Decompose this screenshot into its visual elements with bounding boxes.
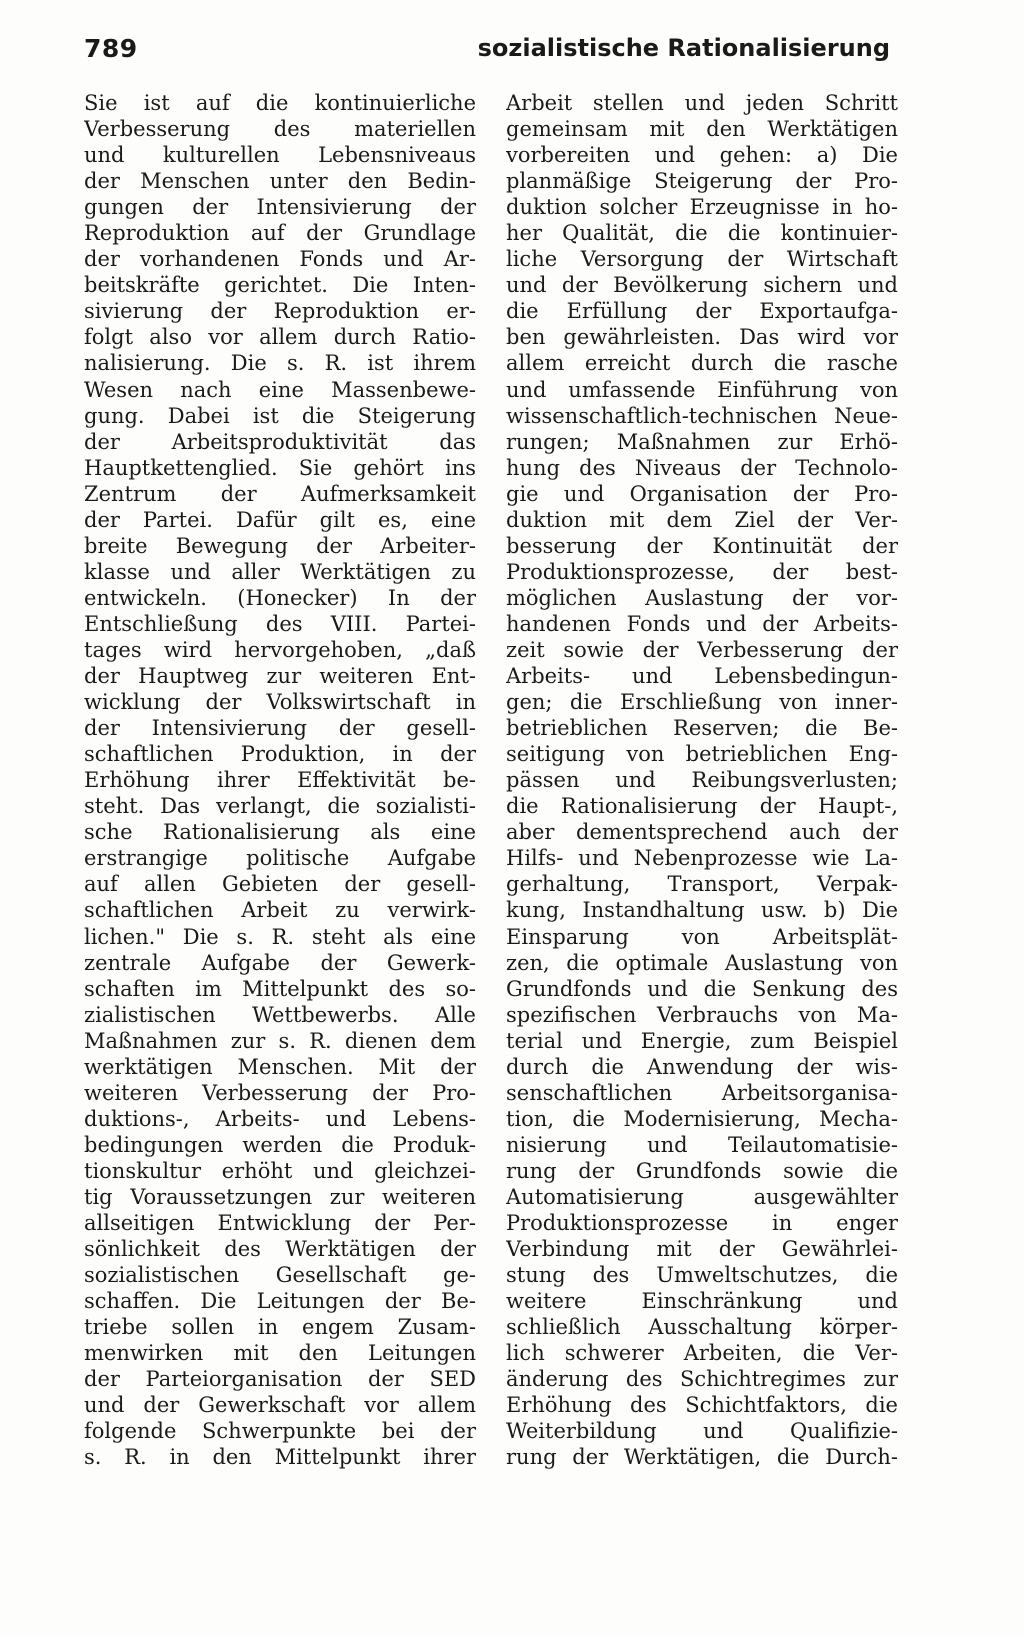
text-line: allem erreicht durch die rasche	[506, 351, 898, 376]
text-line: folgende Schwerpunkte bei der	[84, 1419, 476, 1444]
text-line: gerhaltung, Transport, Verpak-	[506, 872, 898, 897]
text-line: duktions-, Arbeits- und Lebens-	[84, 1106, 476, 1131]
text-line: Zentrum der Aufmerksamkeit	[84, 481, 476, 506]
text-line: Erhöhung des Schichtfaktors, die	[506, 1393, 898, 1418]
text-line: der Partei. Dafür gilt es, eine	[84, 507, 476, 532]
text-line: sche Rationalisierung als eine	[84, 820, 476, 845]
text-line: nalisierung. Die s. R. ist ihrem	[84, 351, 476, 376]
text-line: schaftlichen Produktion, in der	[84, 742, 476, 767]
text-line: schließlich Ausschaltung körper-	[506, 1315, 898, 1340]
text-line: weiteren Verbesserung der Pro-	[84, 1080, 476, 1105]
text-line: klasse und aller Werktätigen zu	[84, 559, 476, 584]
text-line: gemeinsam mit den Werktätigen	[506, 117, 898, 142]
text-line: rung der Werktätigen, die Durch-	[506, 1445, 898, 1470]
text-line: pässen und Reibungsverlusten;	[506, 768, 898, 793]
text-line: allseitigen Entwicklung der Per-	[84, 1211, 476, 1236]
text-line: wicklung der Volkswirtschaft in	[84, 690, 476, 715]
text-line: änderung des Schichtregimes zur	[506, 1367, 898, 1392]
text-line: duktion mit dem Ziel der Ver-	[506, 507, 898, 532]
text-line: der Intensivierung der gesell-	[84, 716, 476, 741]
text-line: kung, Instandhaltung usw. b) Die	[506, 898, 898, 923]
text-column-left	[84, 90, 476, 1470]
text-line: rung der Grundfonds sowie die	[506, 1158, 898, 1183]
text-line: spezifischen Verbrauchs von Ma-	[506, 1002, 898, 1027]
text-line: der Arbeitsproduktivität das	[84, 429, 476, 454]
text-line: gungen der Intensivierung der	[84, 195, 476, 220]
text-line: weitere Einschränkung und	[506, 1289, 898, 1314]
text-line: schaftlichen Arbeit zu verwirk-	[84, 898, 476, 923]
text-line: Verbesserung des materiellen	[84, 117, 476, 142]
text-line: sivierung der Reproduktion er-	[84, 299, 476, 324]
text-line: der Parteiorganisation der SED	[84, 1367, 476, 1392]
text-line: zialistischen Wettbewerbs. Alle	[84, 1002, 476, 1027]
text-line: der Menschen unter den Bedin-	[84, 169, 476, 194]
text-line: bedingungen werden die Produk-	[84, 1132, 476, 1157]
text-line: durch die Anwendung der wis-	[506, 1054, 898, 1079]
text-line: nisierung und Teilautomatisie-	[506, 1132, 898, 1157]
text-line: Verbindung mit der Gewährlei-	[506, 1237, 898, 1262]
text-line: her Qualität, die die kontinuier-	[506, 221, 898, 246]
text-line: Maßnahmen zur s. R. dienen dem	[84, 1028, 476, 1053]
text-line: triebe sollen in engem Zusam-	[84, 1315, 476, 1340]
text-line: Produktionsprozesse in enger	[506, 1211, 898, 1236]
text-line: zeit sowie der Verbesserung der	[506, 637, 898, 662]
page-header	[84, 34, 890, 74]
text-line: besserung der Kontinuität der	[506, 533, 898, 558]
text-line: tion, die Modernisierung, Mecha-	[506, 1106, 898, 1131]
text-line: entwickeln. (Honecker) In der	[84, 585, 476, 610]
text-line: Erhöhung ihrer Effektivität be-	[84, 768, 476, 793]
text-line: menwirken mit den Leitungen	[84, 1341, 476, 1366]
text-line: Einsparung von Arbeitsplät-	[506, 924, 898, 949]
text-line: stung des Umweltschutzes, die	[506, 1263, 898, 1288]
text-line: breite Bewegung der Arbeiter-	[84, 533, 476, 558]
text-line: lichen." Die s. R. steht als eine	[84, 924, 476, 949]
text-line: Entschließung des VIII. Partei-	[84, 611, 476, 636]
text-line: Arbeit stellen und jeden Schritt	[506, 91, 898, 115]
running-title: sozialistische Rationalisierung	[477, 34, 890, 62]
text-line: Grundfonds und die Senkung des	[506, 976, 898, 1001]
text-line: und der Bevölkerung sichern und	[506, 273, 898, 298]
text-line: zentrale Aufgabe der Gewerk-	[84, 950, 476, 975]
text-line: seitigung von betrieblichen Eng-	[506, 742, 898, 767]
text-line: betrieblichen Reserven; die Be-	[506, 716, 898, 741]
text-line: gung. Dabei ist die Steigerung	[84, 403, 476, 428]
text-line: aber dementsprechend auch der	[506, 820, 898, 845]
text-line: tionskultur erhöht und gleichzei-	[84, 1158, 476, 1183]
text-line: Hauptkettenglied. Sie gehört ins	[84, 455, 476, 480]
text-column-right	[506, 90, 898, 1470]
text-line: und umfassende Einführung von	[506, 377, 898, 402]
text-line: planmäßige Steigerung der Pro-	[506, 169, 898, 194]
page-number: 789	[84, 34, 138, 63]
text-line: tages wird hervorgehoben, „daß	[84, 637, 476, 662]
text-line: Wesen nach eine Massenbewe-	[84, 377, 476, 402]
text-line: senschaftlichen Arbeitsorganisa-	[506, 1080, 898, 1105]
text-line: auf allen Gebieten der gesell-	[84, 872, 476, 897]
text-line: steht. Das verlangt, die sozialisti-	[84, 794, 476, 819]
text-line: ben gewährleisten. Das wird vor	[506, 325, 898, 350]
text-line: Hilfs- und Nebenprozesse wie La-	[506, 846, 898, 871]
text-line: sönlichkeit des Werktätigen der	[84, 1237, 476, 1262]
text-line: beitskräfte gerichtet. Die Inten-	[84, 273, 476, 298]
text-line: terial und Energie, zum Beispiel	[506, 1028, 898, 1053]
text-line: lich schwerer Arbeiten, die Ver-	[506, 1341, 898, 1366]
text-line: handenen Fonds und der Arbeits-	[506, 611, 898, 636]
text-line: s. R. in den Mittelpunkt ihrer	[84, 1445, 476, 1470]
text-line: Weiterbildung und Qualifizie-	[506, 1419, 898, 1444]
text-line: gie und Organisation der Pro-	[506, 481, 898, 506]
text-line: zen, die optimale Auslastung von	[506, 950, 898, 975]
text-line: die Erfüllung der Exportaufga-	[506, 299, 898, 324]
text-line: folgt also vor allem durch Ratio-	[84, 325, 476, 350]
text-line: schaffen. Die Leitungen der Be-	[84, 1289, 476, 1314]
text-line: sozialistischen Gesellschaft ge-	[84, 1263, 476, 1288]
text-line: und der Gewerkschaft vor allem	[84, 1393, 476, 1418]
text-line: liche Versorgung der Wirtschaft	[506, 247, 898, 272]
text-line: tig Voraussetzungen zur weiteren	[84, 1184, 476, 1209]
text-line: Produktionsprozesse, der best-	[506, 559, 898, 584]
text-line: und kulturellen Lebensniveaus	[84, 143, 476, 168]
text-line: die Rationalisierung der Haupt-,	[506, 794, 898, 819]
text-line: Automatisierung ausgewählter	[506, 1184, 898, 1209]
text-line: gen; die Erschließung von inner-	[506, 690, 898, 715]
text-line: Sie ist auf die kontinuierliche	[84, 91, 476, 115]
text-line: der Hauptweg zur weiteren Ent-	[84, 664, 476, 689]
text-line: duktion solcher Erzeugnisse in ho-	[506, 195, 898, 220]
text-line: hung des Niveaus der Technolo-	[506, 455, 898, 480]
text-line: rungen; Maßnahmen zur Erhö-	[506, 429, 898, 454]
text-line: Arbeits- und Lebensbedingun-	[506, 664, 898, 689]
text-line: vorbereiten und gehen: a) Die	[506, 143, 898, 168]
text-line: erstrangige politische Aufgabe	[84, 846, 476, 871]
text-line: wissenschaftlich-technischen Neue-	[506, 403, 898, 428]
text-line: werktätigen Menschen. Mit der	[84, 1054, 476, 1079]
text-line: möglichen Auslastung der vor-	[506, 585, 898, 610]
text-line: Reproduktion auf der Grundlage	[84, 221, 476, 246]
text-line: schaften im Mittelpunkt des so-	[84, 976, 476, 1001]
text-line: der vorhandenen Fonds und Ar-	[84, 247, 476, 272]
